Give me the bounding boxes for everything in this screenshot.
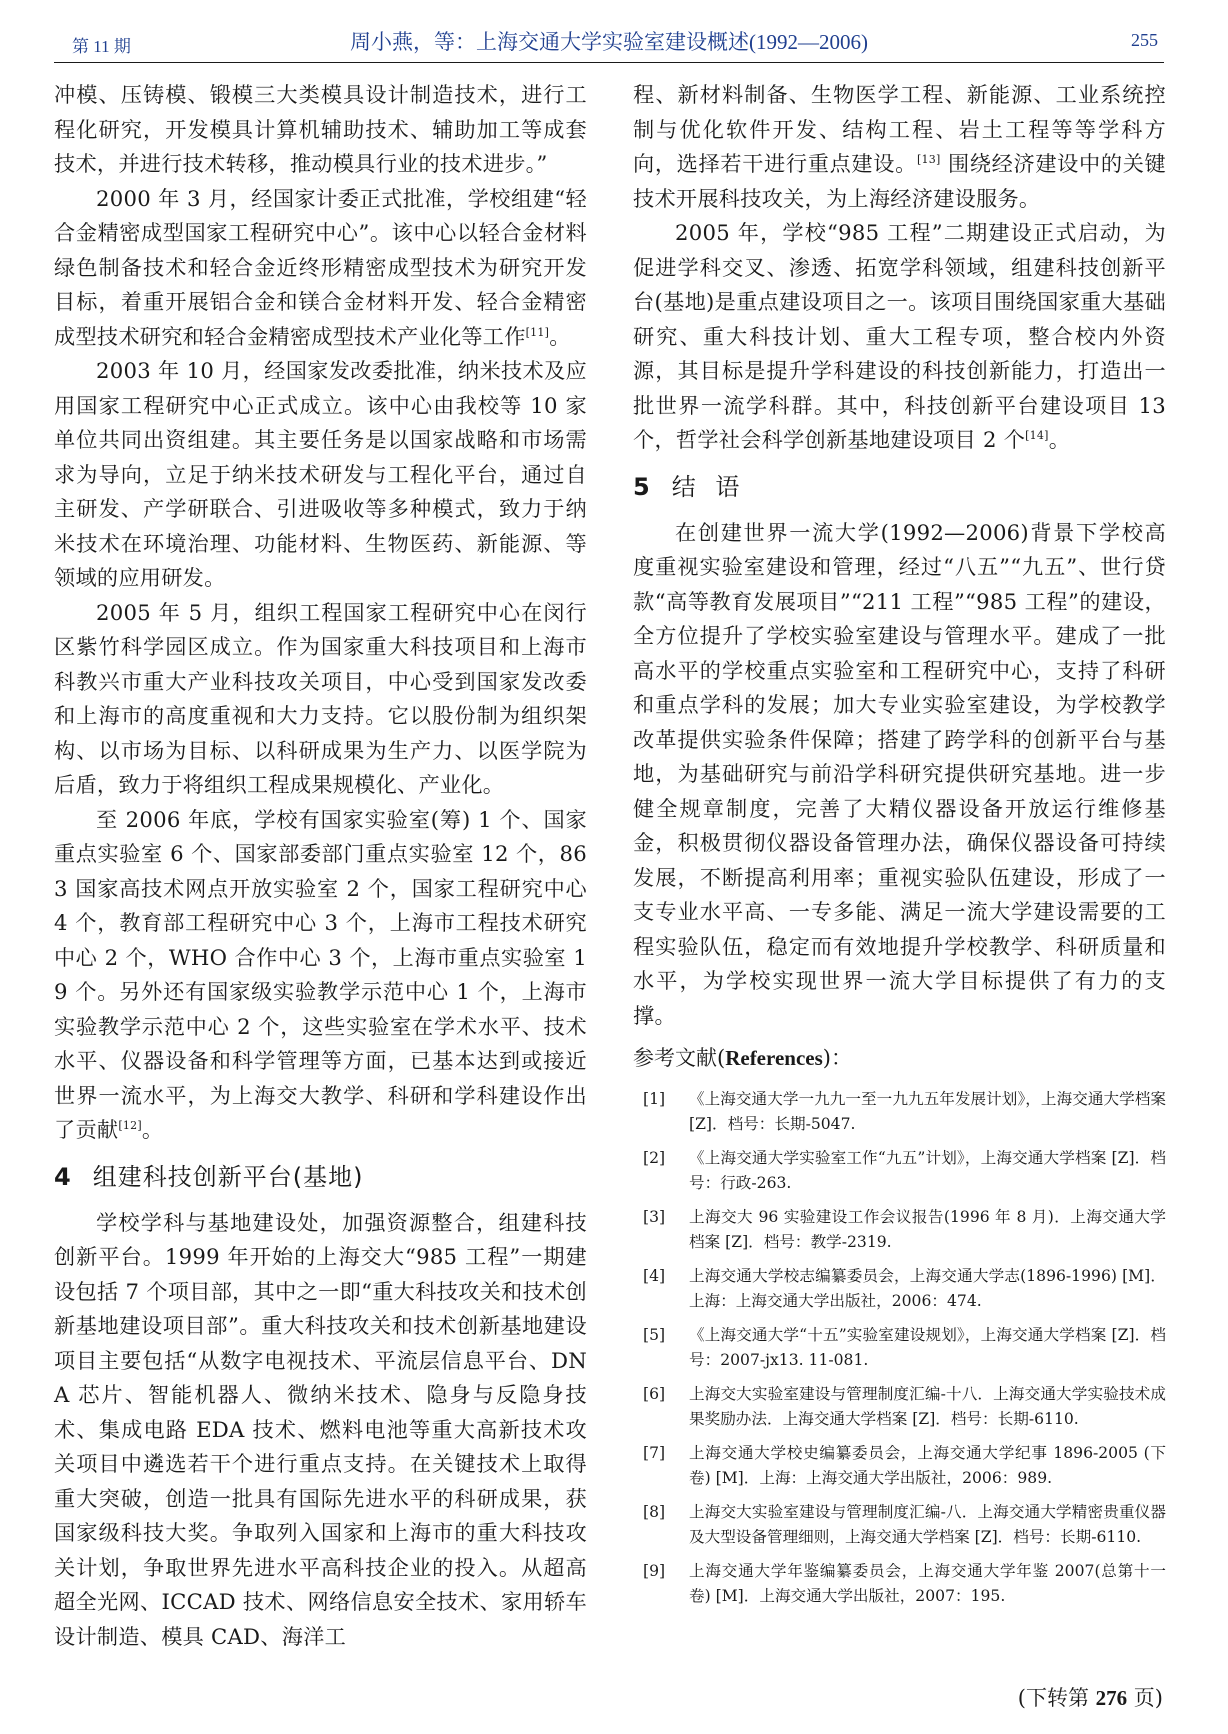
citation[interactable]: [11]	[525, 325, 550, 339]
continued-page-number: 276	[1095, 1686, 1128, 1710]
reference-text: 上海交大 96 实验建设工作会议报告(1996 年 8 月)．上海交通大学档案 [Z]．档号：教学-2319.	[689, 1208, 1166, 1251]
paragraph	[633, 216, 1166, 458]
section-heading	[54, 1160, 587, 1194]
reference-item	[633, 1382, 1166, 1432]
paragraph	[633, 78, 1166, 216]
paragraph: 在创建世界一流大学(1992—2006)背景下学校高度重视实验室建设和管理，经过“八五”“九五”、世行贷款“高等教育发展项目”“211 工程”“985 工程”的建设，全方位提升了学校实验室建设与管理水平。建成了一批高水平的学校重点实验室和工程研究中心，支持了科研和重点学科的发展；加大专业实验室建设，为学校教学改革提供实验条件保障；搭建了跨学科的创新平台与基地，为基础研究与前沿学科研究提供研究基地。进一步健全规章制度，完善了大精仪器设备开放运行维修基金，积极贯彻仪器设备管理办法，确保仪器设备可持续发展，不断提高利用率；重视实验队伍建设，形成了一支专业水平高、一专多能、满足一流大学建设需要的工程实验队伍，稳定而有效地提升学校教学、科研质量和水平，为学校实现世界一流大学目标提供了有力的支撑。	[633, 519, 1166, 1028]
reference-item	[633, 1146, 1166, 1196]
page-number: 255	[1131, 30, 1158, 50]
references-heading-end: )：	[822, 1046, 852, 1070]
reference-text: 上海交通大学年鉴编纂委员会，上海交通大学年鉴 2007(总第十一卷) [M]．上海交通大学出版社，2007：195.	[689, 1562, 1166, 1605]
running-title: 周小燕，等：上海交通大学实验室建设概述(1992—2006)	[350, 30, 868, 54]
paragraph-text: 程、新材料制备、生物医学工程、新能源、工业系统控制与优化软件开发、结构工程、岩土工程等等学科方向，选择若干进行重点建设。	[633, 82, 1166, 176]
paragraph	[54, 803, 587, 1148]
reference-text: 上海交大实验室建设与管理制度汇编-八．上海交通大学精密贵重仪器及大型设备管理细则，上海交通大学档案 [Z]．档号：长期-6110.	[689, 1503, 1166, 1546]
paragraph-text: 2005 年，学校“985 工程”二期建设正式启动，为促进学科交叉、渗透、拓宽学科领域，组建科技创新平台(基地)是重点建设项目之一。该项目围绕国家重大基础研究、重大科技计划、重大工程专项，整合校内外资源，其目标是提升学科建设的科技创新能力，打造出一批世界一流学科群。其中，科技创新平台建设项目 13 个，哲学社会科学创新基地建设项目 2 个	[633, 220, 1166, 452]
reference-list	[633, 1087, 1166, 1609]
reference-text: 上海交大实验室建设与管理制度汇编-十八．上海交通大学实验技术成果奖励办法．上海交通大学档案 [Z]．档号：长期-6110.	[689, 1385, 1166, 1428]
citation[interactable]: [12]	[118, 1118, 142, 1132]
reference-item	[633, 1500, 1166, 1550]
issue-number: 第 11 期	[72, 37, 131, 56]
reference-text: 《上海交通大学一九九一至一九九五年发展计划》，上海交通大学档案 [Z]．档号：长期-5047.	[689, 1090, 1166, 1133]
continued-note	[633, 1683, 1163, 1713]
section-number: 4	[54, 1162, 71, 1191]
paragraph: 2005 年 5 月，组织工程国家工程研究中心在闵行区紫竹科学园区成立。作为国家重大科技项目和上海市科教兴市重大产业科技攻关项目，中心受到国家发改委和上海市的高度重视和大力支持。它以股份制为组织架构、以市场为目标、以科研成果为生产力、以医学院为后盾，致力于将组织工程成果规模化、产业化。	[54, 599, 587, 797]
reference-text: 上海交通大学校史编纂委员会，上海交通大学纪事 1896-2005 (下卷) [M]．上海：上海交通大学出版社，2006：989.	[689, 1444, 1166, 1487]
reference-number: [3]	[643, 1208, 666, 1226]
continued-post: 页)	[1127, 1686, 1163, 1710]
reference-number: [7]	[643, 1444, 666, 1462]
paragraph	[54, 182, 587, 355]
citation[interactable]: [13]	[916, 152, 941, 166]
reference-number: [1]	[643, 1090, 666, 1108]
reference-text: 《上海交通大学“十五”实验室建设规划》，上海交通大学档案 [Z]．档号：2007-jx13. 11-081.	[689, 1326, 1166, 1369]
reference-text: 《上海交通大学实验室工作“九五”计划》，上海交通大学档案 [Z]．档号：行政-263.	[689, 1149, 1166, 1192]
paragraph-end: 。	[1048, 427, 1071, 452]
paragraph: 2003 年 10 月，经国家发改委批准，纳米技术及应用国家工程研究中心正式成立。该中心由我校等 10 家单位共同出资组建。其主要任务是以国家战略和市场需求为导向，立足于纳米技术研发与工程化平台，通过自主研发、产学研联合、引进吸收等多种模式，致力于纳米技术在环境治理、功能材料、生物医药、新能源、等领域的应用研发。	[54, 358, 587, 590]
paragraph-end: 。	[141, 1117, 164, 1142]
citation[interactable]: [14]	[1025, 428, 1049, 442]
paragraph: 学校学科与基地建设处，加强资源整合，组建科技创新平台。1999 年开始的上海交大“985 工程”一期建设包括 7 个项目部，其中之一即“重大科技攻关和技术创新基地建设项目部”。重大科技攻关和技术创新基地建设项目主要包括“从数字电视技术、平流层信息平台、DNA 芯片、智能机器人、微纳米技术、隐身与反隐身技术、集成电路 EDA 技术、燃料电池等重大高新技术攻关项目中遴选若干个进行重点支持。在关键技术上取得重大突破，创造一批具有国际先进水平的科研成果，获国家级科技大奖。争取列入国家和上海市的重大科技攻关计划，争取世界先进水平高科技企业的投入。从超高超全光网、ICCAD 技术、网络信息安全技术、家用轿车设计制造、模具 CAD、海洋工	[54, 1209, 587, 1649]
paragraph-end: 。	[549, 323, 571, 349]
references-heading-en: References	[725, 1046, 823, 1070]
paragraph: 冲模、压铸模、锻模三大类模具设计制造技术，进行工程化研究，开发模具计算机辅助技术、辅助加工等成套技术，并进行技术转移，推动模具行业的技术进步。”	[54, 82, 587, 176]
references-heading	[633, 1043, 1166, 1073]
section-title: 组建科技创新平台(基地)	[92, 1162, 364, 1191]
reference-number: [4]	[643, 1267, 666, 1285]
running-header	[54, 22, 1164, 63]
section-title: 结 语	[671, 472, 746, 501]
reference-number: [6]	[643, 1385, 666, 1403]
reference-number: [9]	[643, 1562, 666, 1580]
right-column	[633, 78, 1166, 1618]
paragraph-text: 围绕经济建设中的关键技术开展科技攻关，为上海经济建设服务。	[633, 151, 1166, 211]
paragraph-text: 至 2006 年底，学校有国家实验室(筹) 1 个、国家重点实验室 6 个、国家部委部门重点实验室 12 个，863 国家高技术网点开放实验室 2 个，国家工程研究中心 4 个，教育部工程研究中心 3 个，上海市工程技术研究中心 2 个，WHO 合作中心 3 个，上海市重点实验室 19 个。另外还有国家级实验教学示范中心 1 个，上海市实验教学示范中心 2 个，这些实验室在学术水平、技术水平、仪器设备和科学管理等方面，已基本达到或接近世界一流水平，为上海交大教学、科研和学科建设作出了贡献	[54, 806, 587, 1142]
reference-item	[633, 1087, 1166, 1137]
paragraph-text: 2000 年 3 月，经国家计委正式批准，学校组建“轻合金精密成型国家工程研究中心”。该中心以轻合金材料绿色制备技术和轻合金近终形精密成型技术为研究开发目标，着重开展铝合金和镁合金材料开发、轻合金精密成型技术研究和轻合金精密成型技术产业化等工作	[54, 185, 587, 349]
reference-item	[633, 1559, 1166, 1609]
reference-number: [8]	[643, 1503, 666, 1521]
left-column	[54, 78, 587, 1654]
section-number: 5	[633, 472, 650, 501]
section-heading	[633, 470, 1166, 504]
references-heading-cn: 参考文献(	[633, 1046, 726, 1070]
continued-pre: (下转第	[1017, 1686, 1096, 1710]
reference-text: 上海交通大学校志编纂委员会，上海交通大学志(1896-1996) [M]．上海：上海交通大学出版社，2006：474.	[689, 1267, 1166, 1310]
reference-number: [2]	[643, 1149, 666, 1167]
reference-item	[633, 1441, 1166, 1491]
reference-item	[633, 1323, 1166, 1373]
reference-item	[633, 1264, 1166, 1314]
reference-number: [5]	[643, 1326, 666, 1344]
reference-item	[633, 1205, 1166, 1255]
